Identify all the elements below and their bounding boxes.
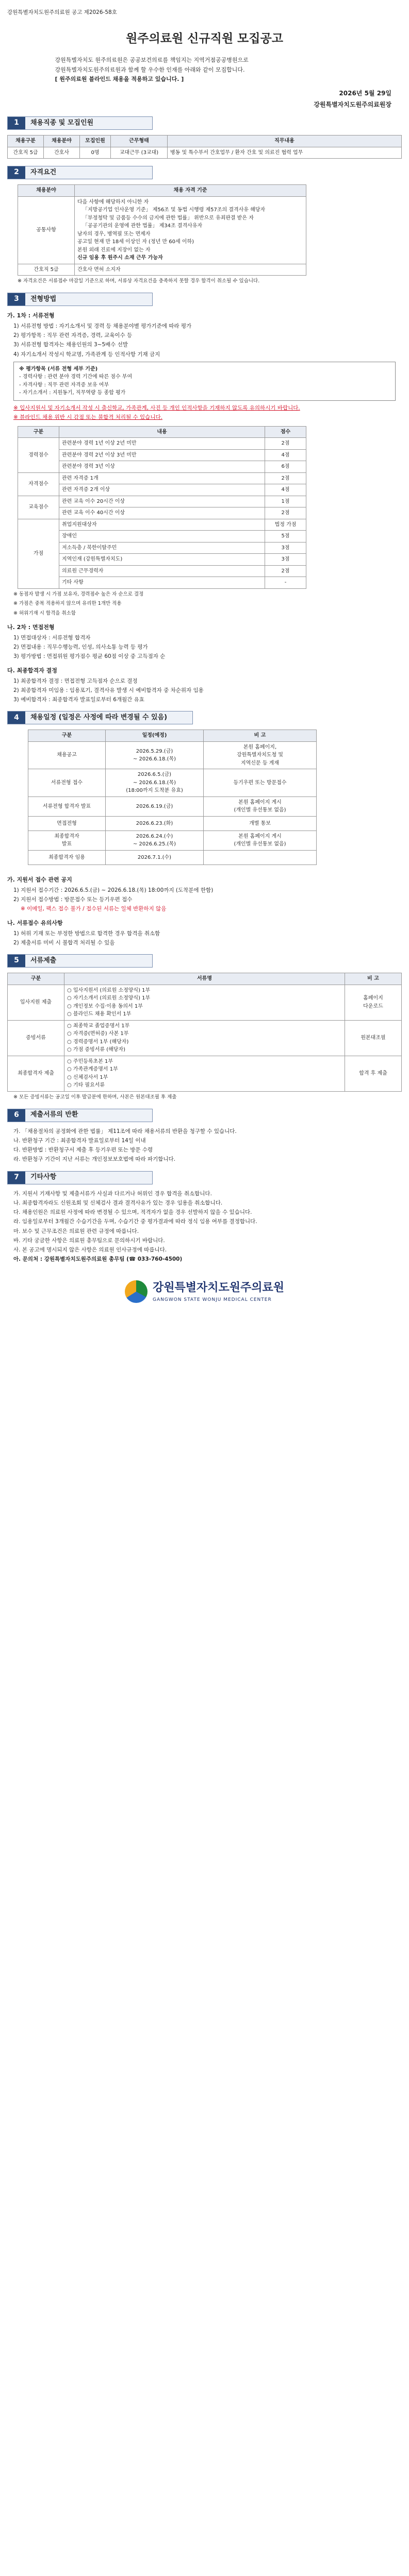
table-header: 채용분야 <box>18 185 75 197</box>
paragraph: 4) 자기소개서 작성시 학교명, 가족관계 등 인적사항 기재 금지 <box>13 351 160 358</box>
table-cell: 간호사 <box>44 147 80 159</box>
table-cell: 서류전형 합격자 발표 <box>28 796 106 816</box>
notice-date: 2026년 5월 29일 <box>339 89 391 97</box>
table-cell: 관련분야 경력 1년 이상 2년 미만 <box>59 438 265 450</box>
section-header-1 <box>7 116 153 130</box>
section-header-3 <box>7 293 153 306</box>
table-cell: 관련분야 경력 2년 이상 3년 미만 <box>59 449 265 461</box>
table-cell: 본원 홈페이지, 강원특별자치도청 및 지역신문 등 게재 <box>204 741 317 769</box>
table-header: 비 고 <box>345 973 402 985</box>
paragraph: 1) 지원서 접수기간 : 2026.6.5.(금) ~ 2026.6.18.(목) 18:00까지 (도착분에 한함) <box>13 887 214 893</box>
table-cell: 2점 <box>265 565 306 577</box>
table-row <box>28 796 317 816</box>
table-cell: 장애인 <box>59 531 265 543</box>
box-line: ※ 평가항목 (서류 전형 세부 기준) <box>19 366 98 372</box>
list-item: 신규 임용 후 원주시 소재 근무 가능자 <box>77 255 163 261</box>
table-cell: ○ 주민등록초본 1부 ○ 가족관계증명서 1부 ○ 신체검사서 1부 ○ 기타 필요서류 <box>64 1056 345 1091</box>
table-header: 구분 <box>18 426 59 438</box>
table-cell: 본원 홈페이지 게시 (개인별 유선통보 없음) <box>204 796 317 816</box>
table-cell: 2점 <box>265 507 306 519</box>
table-header: 서류명 <box>64 973 345 985</box>
table-cell: 5점 <box>265 531 306 543</box>
table-header: 구분 <box>28 730 106 742</box>
criteria-box <box>13 362 396 401</box>
table-row <box>18 519 306 531</box>
table-cell: 입사지원 제출 <box>8 985 64 1020</box>
qualification-footnote: ※ 자격요건은 서류접수 마감일 기준으로 하며, 서류상 자격요건을 충족하지 못할 경우 합격이 취소될 수 있습니다. <box>18 278 260 284</box>
paragraph: 1) 서류전형 방법 : 자기소개서 및 경력 등 채용분야별 평가기준에 따라 평가 <box>13 323 192 329</box>
table-cell: 경력점수 <box>18 438 59 473</box>
table-row <box>18 496 306 507</box>
warning-note: ※ 블라인드 채용 위반 시 감점 또는 불합격 처리될 수 있습니다. <box>13 414 162 421</box>
paragraph: 2) 제출서류 미비 시 불합격 처리될 수 있음 <box>13 940 115 946</box>
table-cell: 0명 <box>80 147 111 159</box>
table-row <box>8 147 402 159</box>
table-cell: 3점 <box>265 554 306 566</box>
table-cell: 간호직 5급 <box>8 147 44 159</box>
paragraph: 가. 「채용절차의 공정화에 관한 법률」 제11조에 따라 채용서류의 반환을 청구할 수 있습니다. <box>13 1128 237 1134</box>
table-cell: 2점 <box>265 472 306 484</box>
section-title: 기타사항 <box>25 1172 152 1184</box>
table-header: 구분 <box>8 973 64 985</box>
table-row <box>18 264 306 276</box>
paragraph: 3) 평가방법 : 면접위원 평가점수 평균 60점 이상 중 고득점자 순 <box>13 653 166 660</box>
contact-info: 아. 문의처 : 강원특별자치도원주의료원 총무팀 (☎ 033-760-4500) <box>13 1256 183 1263</box>
table-row <box>28 850 317 865</box>
list-item: 공고일 현재 만 18세 이상인 자 (정년 만 60세 이하) <box>77 239 194 245</box>
table-cell: 지역인재 (강원특별자치도) <box>59 554 265 566</box>
table-cell: 최종합격자 제출 <box>8 1056 64 1091</box>
paragraph: 1) 최종합격자 결정 : 면접전형 고득점자 순으로 결정 <box>13 677 138 684</box>
box-line: - 자격사항 : 직무 관련 자격증 보유 여부 <box>19 382 109 388</box>
table-header: 채용 자격 기준 <box>75 185 306 197</box>
list-item: 「부정청탁 및 금품등 수수의 금지에 관한 법률」 위반으로 유죄판결 받은 자 <box>83 215 254 221</box>
table-cell: 병동 및 특수부서 간호업무 / 환자 간호 및 의료진 협력 업무 <box>168 147 402 159</box>
table-cell: 최종합격자 발표 <box>28 831 106 850</box>
section-title: 전형방법 <box>25 293 152 306</box>
table-cell <box>204 850 317 865</box>
paragraph: 라. 임용일로부터 3개월간 수습기간을 두며, 수습기간 중 평가결과에 따라 정식 임용 여부를 결정합니다. <box>13 1218 257 1225</box>
table-cell <box>75 196 306 264</box>
section-number: 1 <box>8 117 25 129</box>
table-cell: ○ 최종학교 졸업증명서 1부 ○ 자격증(면허증) 사본 1부 ○ 경력증명서 1부 (해당자) ○ 가점 증빙서류 (해당자) <box>64 1020 345 1056</box>
table-cell: 면접전형 <box>28 816 106 831</box>
paragraph: 3) 서류전형 합격자는 채용인원의 3~5배수 선발 <box>13 342 128 348</box>
table-cell: 채용공고 <box>28 741 106 769</box>
section-number: 4 <box>8 711 25 724</box>
paragraph: 2) 평가항목 : 직무 관련 자격증, 경력, 교육이수 등 <box>13 332 133 339</box>
scoring-table <box>18 426 306 589</box>
table-row <box>8 1056 402 1091</box>
paragraph: 3) 예비합격자 : 최종합격자 발표일로부터 6개월간 유효 <box>13 697 145 703</box>
table-cell: 의료원 근무경력자 <box>59 565 265 577</box>
table-header: 근무형태 <box>111 135 168 147</box>
table-header: 모집인원 <box>80 135 111 147</box>
table-cell: 자격점수 <box>18 472 59 496</box>
table-cell: 교대근무 (3교대) <box>111 147 168 159</box>
paragraph: 1) 면접대상자 : 서류전형 합격자 <box>13 634 91 641</box>
table-cell: 관련 교육 이수 40시간 이상 <box>59 507 265 519</box>
table-cell: 간호직 5급 <box>18 264 75 276</box>
section-title: 자격요건 <box>25 166 152 179</box>
table-cell: 1점 <box>265 496 306 507</box>
table-row <box>18 507 306 519</box>
paragraph: 2) 면접내용 : 직무수행능력, 인성, 의사소통 능력 등 평가 <box>13 643 148 650</box>
warning-note: ※ 입사지원서 및 자기소개서 작성 시 출신학교, 가족관계, 사진 등 개인 인적사항을 기재하지 않도록 유의하시기 바랍니다. <box>13 404 300 411</box>
paragraph: 라. 반환청구 기간이 지난 서류는 개인정보보호법에 따라 파기합니다. <box>13 1156 176 1163</box>
section-header-2 <box>7 166 153 179</box>
table-header: 비 고 <box>204 730 317 742</box>
paragraph: 나. 최종합격자라도 신원조회 및 신체검사 결과 결격사유가 있는 경우 임용을 취소합니다. <box>13 1199 223 1206</box>
intro-line-2: 강원특별자치도원주의료원과 함께 할 우수한 인재를 아래와 같이 모집합니다. <box>55 66 245 73</box>
table-header: 채용구분 <box>8 135 44 147</box>
table-cell: 3점 <box>265 542 306 554</box>
table-cell: 2점 <box>265 438 306 450</box>
section-header-7 <box>7 1171 153 1184</box>
list-item: 다음 사항에 해당하지 아니한 자 <box>77 199 149 205</box>
recruit-table <box>7 135 402 159</box>
table-cell: 원본대조필 <box>345 1020 402 1056</box>
table-cell: 기타 사항 <box>59 577 265 589</box>
table-row <box>18 484 306 496</box>
list-item: 「지방공기업 인사운영 기준」 제56조 및 동법 시행령 제57조의 결격사유 해당자 <box>83 207 266 213</box>
warning-note: ※ 이메일, 팩스 접수 불가 / 접수된 서류는 일체 반환하지 않음 <box>21 906 167 912</box>
section-header-6 <box>7 1109 153 1122</box>
table-cell: 2026.6.23.(화) <box>106 816 204 831</box>
table-cell: 관련 교육 이수 20시간 이상 <box>59 496 265 507</box>
table-row <box>28 769 317 797</box>
table-cell: 간호사 면허 소지자 <box>75 264 306 276</box>
table-cell: 합격 후 제출 <box>345 1056 402 1091</box>
logo-text <box>153 1279 284 1304</box>
section-header-5 <box>7 954 153 968</box>
table-cell: 개별 통보 <box>204 816 317 831</box>
table-row <box>18 542 306 554</box>
table-cell: 관련 자격증 1개 <box>59 472 265 484</box>
table-cell: 등기우편 또는 방문접수 <box>204 769 317 797</box>
table-cell: 증빙서류 <box>8 1020 64 1056</box>
table-row <box>28 741 317 769</box>
table-cell: 교육점수 <box>18 496 59 519</box>
table-cell: 본원 홈페이지 게시 (개인별 유선통보 없음) <box>204 831 317 850</box>
paragraph: 1) 허위 기재 또는 부정한 방법으로 합격한 경우 합격을 취소함 <box>13 930 160 937</box>
list-item: 「공공기관의 운영에 관한 법률」 제34조 결격사유자 <box>83 223 203 229</box>
footer-logo <box>7 1279 402 1304</box>
documents-note: ※ 모든 증빙서류는 공고일 이후 발급분에 한하며, 사본은 원본대조필 후 제출 <box>13 1094 177 1100</box>
paragraph: 2) 최종합격자 미임용 : 임용포기, 결격사유 발생 시 예비합격자 중 차순위자 임용 <box>13 687 204 693</box>
paragraph: 사. 본 공고에 명시되지 않은 사항은 의료원 인사규정에 따릅니다. <box>13 1247 167 1253</box>
intro-line-1: 강원특별자치도 원주의료원은 공공보건의료를 책임지는 지역거점공공병원으로 <box>55 56 249 63</box>
paragraph: 나. 반환청구 기간 : 최종합격자 발표일로부터 14일 이내 <box>13 1137 146 1144</box>
intro-line-3: [ 원주의료원 블라인드 채용을 적용하고 있습니다. ] <box>55 76 184 83</box>
table-row <box>18 438 306 450</box>
table-cell: 법정 가점 <box>265 519 306 531</box>
table-header: 직무내용 <box>168 135 402 147</box>
section-number: 3 <box>8 293 25 306</box>
scoring-note: ※ 가점은 중복 적용하지 않으며 유리한 1개만 적용 <box>13 601 122 607</box>
table-cell: 서류전형 접수 <box>28 769 106 797</box>
scoring-note: ※ 허위기재 시 합격을 취소함 <box>13 610 76 616</box>
table-row <box>18 196 306 264</box>
section-number: 2 <box>8 166 25 179</box>
scoring-note: ※ 동점자 발생 시 가점 보유자, 경력점수 높은 자 순으로 결정 <box>13 591 144 597</box>
section-header-4 <box>7 711 193 724</box>
table-cell: ○ 입사지원서 (의료원 소정양식) 1부 ○ 자기소개서 (의료원 소정양식) 1부 ○ 개인정보 수집·이용 동의서 1부 ○ 블라인드 채용 확인서 1부 <box>64 985 345 1020</box>
table-row <box>28 831 317 850</box>
section-number: 7 <box>8 1172 25 1184</box>
table-cell: 2026.5.29.(금) ~ 2026.6.18.(목) <box>106 741 204 769</box>
table-cell: 취업지원대상자 <box>59 519 265 531</box>
table-cell: 관련분야 경력 3년 이상 <box>59 461 265 473</box>
table-cell: 4점 <box>265 484 306 496</box>
section-title: 채용일정 (일정은 사정에 따라 변경될 수 있음) <box>25 711 192 724</box>
table-row <box>18 554 306 566</box>
table-cell: 홈페이지 다운로드 <box>345 985 402 1020</box>
table-cell: 2026.6.19.(금) <box>106 796 204 816</box>
subsection-heading: 다. 최종합격자 결정 <box>7 667 57 674</box>
paragraph: 다. 채용인원은 의료원 사정에 따라 변경될 수 있으며, 적격자가 없을 경우 선발하지 않을 수 있습니다. <box>13 1209 252 1216</box>
table-header: 점수 <box>265 426 306 438</box>
table-cell: 최종합격자 임용 <box>28 850 106 865</box>
qualification-table <box>18 184 306 276</box>
issuing-org: 강원특별자치도원주의료원장 <box>314 100 391 108</box>
subsection-heading: 나. 2차 : 면접전형 <box>7 623 55 631</box>
table-cell: 공통사항 <box>18 196 75 264</box>
table-row <box>18 531 306 543</box>
table-row <box>28 816 317 831</box>
list-item: 남자의 경우, 병역필 또는 면제자 <box>77 231 151 237</box>
hospital-logo-icon <box>125 1280 148 1303</box>
subsection-heading: 나. 서류접수 유의사항 <box>7 919 63 926</box>
schedule-table <box>28 730 317 865</box>
table-row <box>8 985 402 1020</box>
paragraph: 가. 지원서 기재사항 및 제출서류가 사실과 다르거나 허위인 경우 합격을 취소합니다. <box>13 1190 212 1197</box>
table-cell: 저소득층 / 북한이탈주민 <box>59 542 265 554</box>
table-cell: - <box>265 577 306 589</box>
paragraph: 다. 반환방법 : 반환청구서 제출 후 등기우편 또는 방문 수령 <box>13 1147 153 1154</box>
section-title: 서류제출 <box>25 955 152 967</box>
paragraph: 바. 기타 궁금한 사항은 의료원 총무팀으로 문의하시기 바랍니다. <box>13 1237 165 1244</box>
table-row <box>18 472 306 484</box>
table-cell: 2026.7.1.(수) <box>106 850 204 865</box>
table-cell: 6점 <box>265 461 306 473</box>
table-row <box>18 449 306 461</box>
subsection-heading: 가. 지원서 접수 관련 공지 <box>7 876 72 883</box>
table-row <box>18 577 306 589</box>
table-cell: 관련 자격증 2개 이상 <box>59 484 265 496</box>
table-row <box>18 461 306 473</box>
documents-table <box>7 973 402 1092</box>
logo-name-korean: 강원특별자치도원주의료원 <box>152 1281 285 1294</box>
box-line: - 자기소개서 : 지원동기, 직무역량 등 종합 평가 <box>19 390 126 396</box>
section-title: 채용직종 및 모집인원 <box>25 117 152 129</box>
list-item: 본원 외래 진료에 지장이 없는 자 <box>77 247 151 253</box>
notice-number: 강원특별자치도원주의료원 공고 제2026-58호 <box>7 9 117 15</box>
intro-text <box>50 56 359 84</box>
section-number: 5 <box>8 955 25 967</box>
paragraph: 2) 지원서 접수방법 : 방문접수 또는 등기우편 접수 <box>13 896 133 903</box>
table-row <box>8 1020 402 1056</box>
table-cell: 4점 <box>265 449 306 461</box>
box-line: - 경력사항 : 관련 분야 경력 기간에 따른 점수 부여 <box>19 374 133 380</box>
logo-name-english: GANGWON STATE WONJU MEDICAL CENTER <box>152 1297 272 1302</box>
page-title: 원주의료원 신규직원 모집공고 <box>126 32 283 46</box>
table-header: 채용분야 <box>44 135 80 147</box>
section-title: 제출서류의 반환 <box>25 1109 152 1122</box>
subsection-heading: 가. 1차 : 서류전형 <box>7 312 55 319</box>
table-cell: 2026.6.5.(금) ~ 2026.6.18.(목) (18:00까지 도착분 유효) <box>106 769 204 797</box>
table-cell: 가점 <box>18 519 59 588</box>
table-header: 일정(예정) <box>106 730 204 742</box>
table-header: 내용 <box>59 426 265 438</box>
section-number: 6 <box>8 1109 25 1122</box>
table-cell: 2026.6.24.(수) ~ 2026.6.25.(목) <box>106 831 204 850</box>
paragraph: 마. 보수 및 근무조건은 의료원 관련 규정에 따릅니다. <box>13 1228 139 1234</box>
table-row <box>18 565 306 577</box>
